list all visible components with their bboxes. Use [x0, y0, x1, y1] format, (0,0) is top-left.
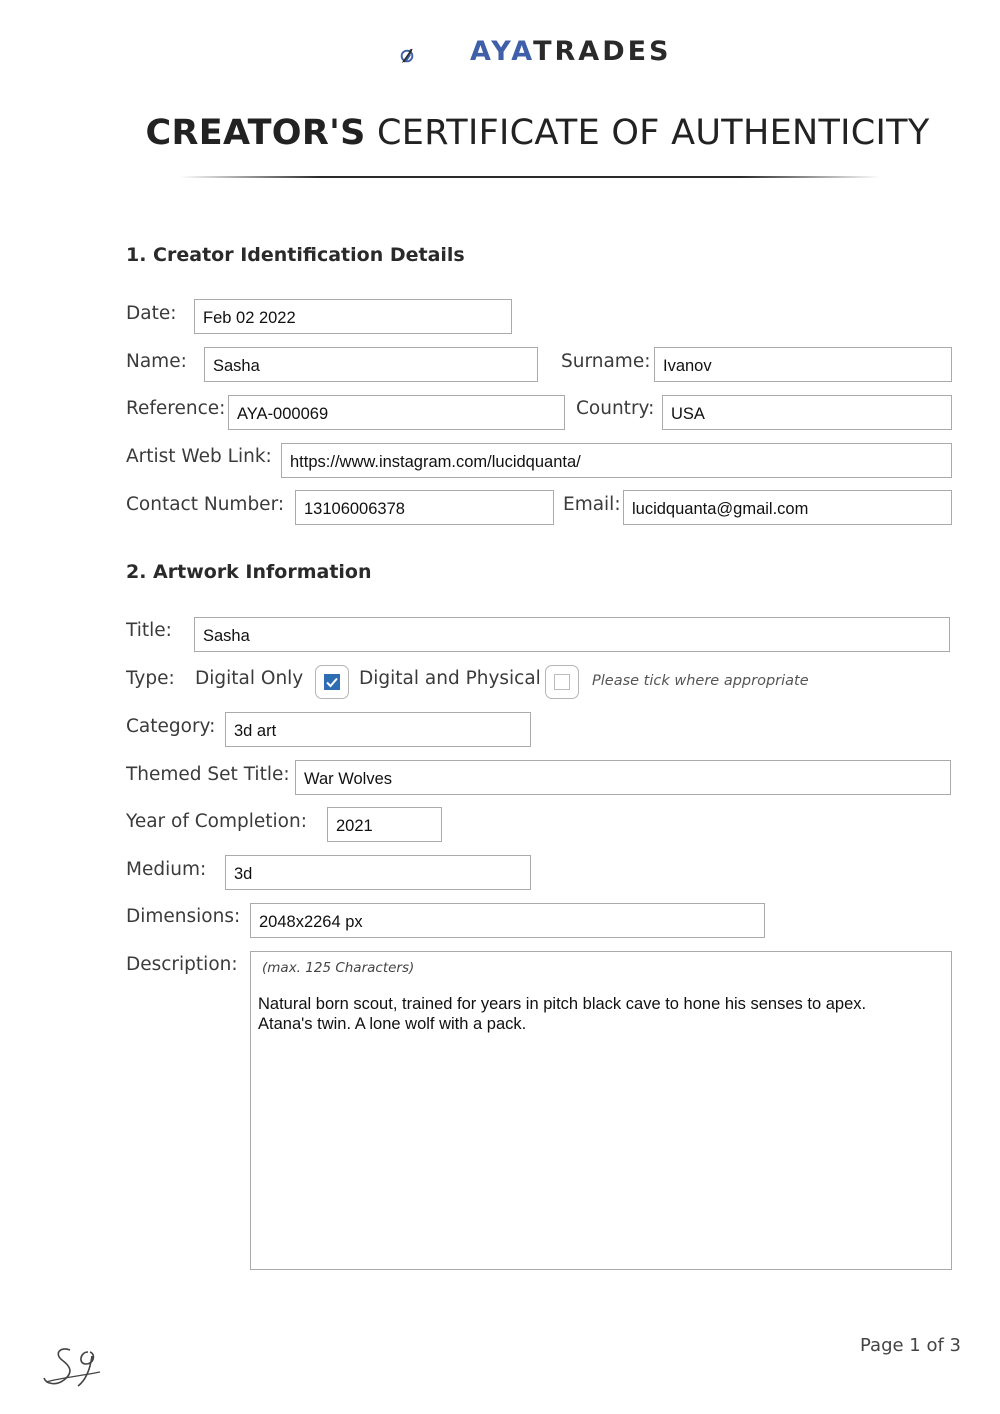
brand-name-part1: AYA — [470, 36, 534, 67]
year-value: 2021 — [336, 817, 373, 835]
web-link-label: Artist Web Link: — [126, 446, 272, 467]
category-label: Category: — [126, 716, 216, 737]
title-field[interactable] — [194, 617, 950, 652]
title-divider — [180, 176, 880, 178]
title-value: Sasha — [203, 627, 250, 645]
email-field[interactable] — [623, 490, 952, 525]
surname-label: Surname: — [561, 351, 651, 372]
ayatrades-logo-icon — [400, 20, 470, 92]
reference-label: Reference: — [126, 398, 226, 419]
type-option-digital-physical-label: Digital and Physical — [359, 668, 541, 689]
certificate-title-rest: CERTIFICATE OF AUTHENTICITY — [365, 113, 930, 153]
name-value: Sasha — [213, 357, 260, 375]
surname-field[interactable] — [654, 347, 952, 382]
surname-value: Ivanov — [663, 357, 712, 375]
date-field[interactable] — [194, 299, 512, 334]
brand-name — [470, 36, 672, 67]
certificate-title-bold: CREATOR'S — [145, 113, 366, 153]
medium-field[interactable] — [225, 855, 531, 890]
handwritten-signature-icon — [40, 1342, 110, 1390]
medium-value: 3d — [234, 865, 253, 883]
themed-set-field[interactable] — [295, 760, 951, 795]
name-field[interactable] — [204, 347, 538, 382]
digital-physical-checkbox[interactable] — [545, 665, 579, 699]
year-label: Year of Completion: — [126, 811, 307, 832]
web-link-field[interactable] — [281, 443, 952, 478]
title-label: Title: — [126, 620, 172, 641]
description-value: Natural born scout, trained for years in pitch black cave to hone his senses to apex. Atana's twin. A lone wolf with a pack. — [258, 995, 867, 1033]
dimensions-label: Dimensions: — [126, 906, 241, 927]
category-field[interactable] — [225, 712, 531, 747]
email-label: Email: — [563, 494, 621, 515]
type-hint: Please tick where appropriate — [592, 673, 809, 689]
description-hint: (max. 125 Characters) — [262, 960, 415, 976]
country-label: Country: — [576, 398, 655, 419]
dimensions-field[interactable] — [250, 903, 765, 938]
date-label: Date: — [126, 303, 177, 324]
brand-name-part2: TRADES — [533, 36, 672, 67]
certificate-title — [0, 113, 1000, 153]
web-link-value: https://www.instagram.com/lucidquanta/ — [290, 453, 581, 471]
contact-label: Contact Number: — [126, 494, 285, 515]
country-value: USA — [671, 405, 705, 423]
year-field[interactable] — [327, 807, 442, 842]
themed-set-label: Themed Set Title: — [126, 764, 290, 785]
section2-heading: 2. Artwork Information — [126, 561, 372, 583]
country-field[interactable] — [662, 395, 952, 430]
category-value: 3d art — [234, 722, 277, 740]
type-option-digital-only-label: Digital Only — [195, 668, 304, 689]
section1-heading: 1. Creator Identification Details — [126, 244, 465, 266]
reference-value: AYA-000069 — [237, 405, 329, 423]
medium-label: Medium: — [126, 859, 207, 880]
email-value: lucidquanta@gmail.com — [632, 500, 809, 518]
reference-field[interactable] — [228, 395, 565, 430]
digital-physical-check-box — [554, 674, 570, 690]
date-value: Feb 02 2022 — [203, 309, 296, 327]
type-label: Type: — [126, 668, 175, 689]
themed-set-value: War Wolves — [304, 770, 393, 788]
dimensions-value: 2048x2264 px — [259, 913, 363, 931]
name-label: Name: — [126, 351, 187, 372]
description-label: Description: — [126, 954, 238, 975]
contact-field[interactable] — [295, 490, 554, 525]
page-number: Page 1 of 3 — [860, 1335, 961, 1356]
contact-value: 13106006378 — [304, 500, 405, 518]
checkmark-icon — [324, 674, 340, 690]
digital-only-checkbox[interactable] — [315, 665, 349, 699]
